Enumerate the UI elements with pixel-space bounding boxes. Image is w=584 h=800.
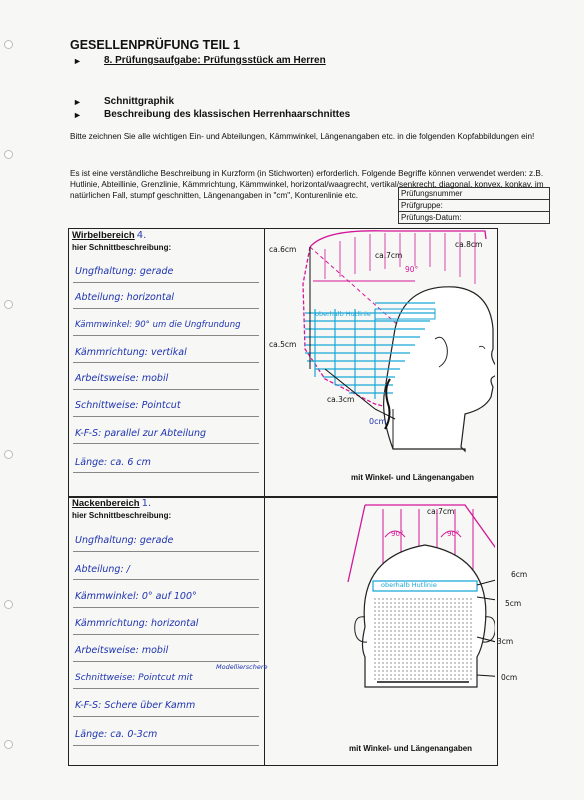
bullet-heading-2: Beschreibung des klassischen Herrenhaarschnittes [104,109,351,120]
arrow-icon: ► [73,97,82,107]
instruction-paragraph-2: Es ist eine verständliche Beschreibung in Kurzform (in Stichworten) erforderlich. Folgende Begriffe können verwendet werden: z.B. Hutlinie, Abteillinie, Grenzlinie, Kämmrichtung, Kämmwinkel, horizontal/waagrecht, vertikal/senkrecht, diagonal, konvex, konkav, im natürlichen Fall, stumpf geschnitten, Längenangaben in "cm", Konturenlinie etc. [70,169,544,200]
instruction-paragraph-1: Bitte zeichnen Sie alle wichtigen Ein- und Abteilungen, Kämmwinkel, Längenangaben etc. in die folgenden Kopfabbildungen ein! [70,132,535,141]
description-note: Modellierschere [216,663,268,671]
length-label: ca.5cm [269,340,297,349]
binder-hole [4,40,13,49]
description-line: K-F-S: parallel zur Abteilung [75,428,207,439]
description-line: Ungfhaltung: gerade [75,535,174,546]
description-line: Abteilung: horizontal [75,292,175,303]
length-label: ca.3cm [327,395,355,404]
section-number: 4. [136,230,147,241]
exam-number-field[interactable]: Prüfungsnummer [399,188,549,200]
section-title: Wirbelbereich 4. [72,230,147,241]
section-subtitle: hier Schnittbeschreibung: [72,243,172,252]
description-line: Kämmrichtung: horizontal [75,618,199,629]
page-title: GESELLENPRÜFUNG TEIL 1 [70,38,240,52]
description-line: Länge: ca. 0-3cm [75,729,158,740]
length-label: 5cm [505,599,522,608]
description-line: Abteilung: / [75,564,130,575]
description-line: Kämmwinkel: 90° um die Ungfrundung [75,320,241,330]
length-label: 6cm [511,570,528,579]
task-heading: 8. Prüfungsaufgabe: Prüfungsstück am Herren [104,55,326,66]
binder-hole [4,740,13,749]
description-line: Kämmwinkel: 0° auf 100° [75,591,197,602]
length-label: ca.7cm [427,507,455,516]
head-back-diagram [265,497,495,763]
section-title: Nackenbereich 1. [72,498,152,509]
description-line: Schnittweise: Pointcut mit [75,673,193,683]
exam-info-table [398,187,550,224]
description-line: Länge: ca. 6 cm [75,457,151,468]
angle-label: 90° [391,530,404,538]
length-label: 0cm [501,673,518,682]
length-label: ca.7cm [375,251,403,260]
diagram-caption: mit Winkel- und Längenangaben [349,744,473,753]
binder-hole [4,600,13,609]
head-outline [384,287,495,451]
length-label: 3cm [497,637,514,646]
description-line: Kämmrichtung: vertikal [75,347,187,358]
length-label: 0cm [369,417,387,426]
section-number: 1. [141,498,152,509]
diagram-caption: mit Winkel- und Längenangaben [351,473,475,482]
exam-group-field[interactable]: Prüfgruppe: [399,200,549,212]
description-line: Ungfhaltung: gerade [75,266,174,277]
arrow-icon: ► [73,110,82,120]
hatline-label: oberhalb Hutlinie [315,310,371,318]
description-line: Arbeitsweise: mobil [75,645,169,656]
description-line: K-F-S: Schere über Kamm [75,700,196,711]
description-line: Arbeitsweise: mobil [75,373,169,384]
section-subtitle: hier Schnittbeschreibung: [72,511,172,520]
binder-hole [4,300,13,309]
description-line: Schnittweise: Pointcut [75,400,181,411]
length-label: ca.6cm [269,245,297,254]
angle-label: 90° [405,265,419,274]
hatline-label: oberhalb Hutlinie [381,581,437,589]
exam-date-field[interactable]: Prüfungs-Datum: [401,213,462,222]
head-profile-diagram [265,229,495,495]
binder-hole [4,150,13,159]
length-label: ca.8cm [455,240,483,249]
section-nackenbereich [68,496,528,766]
arrow-icon: ► [73,56,82,66]
section-wirbelbereich [68,228,498,498]
angle-label: 90° [447,530,460,538]
bullet-heading-1: Schnittgraphik [104,96,175,107]
binder-hole [4,450,13,459]
